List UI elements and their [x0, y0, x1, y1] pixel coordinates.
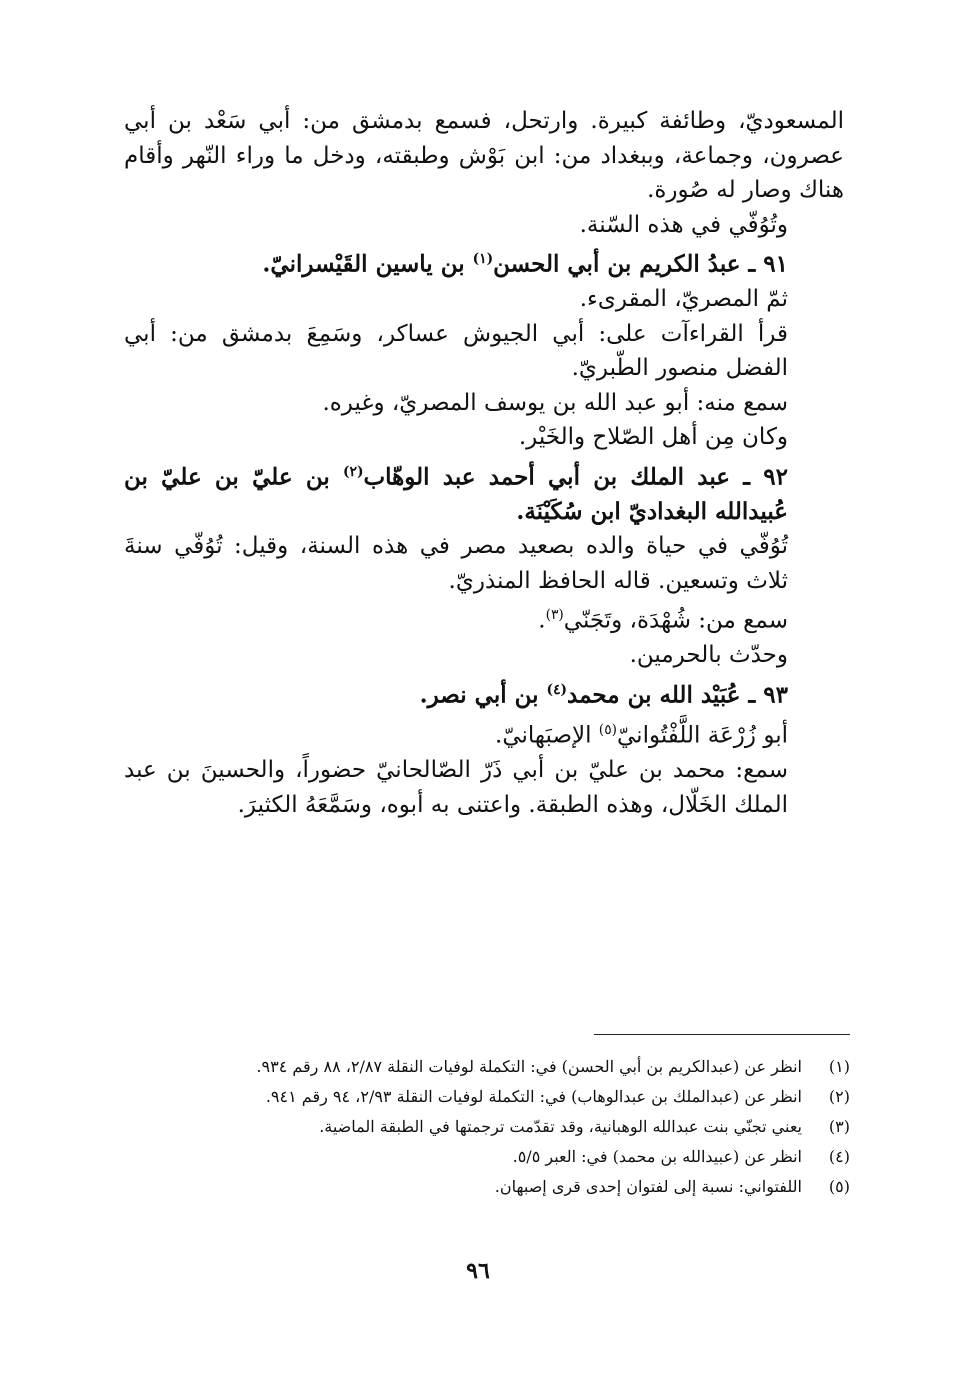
entry-92-line: سمع من: شُهْدَة، وتَجَنّي$^{(٣)}$.	[538, 607, 788, 634]
footnote-ref-1: (١)	[472, 251, 494, 267]
entry-92-line: تُوُفّي في حياة والده بصعيد مصر في هذه السنة، وقيل: تُوُفّي سنةَ ثلاث وتسعين. قاله الحافظ المنذريّ.	[124, 533, 788, 594]
footnote-item	[124, 1112, 850, 1142]
footnote-text: انظر عن (عبدالكريم بن أبي الحسن) في: التكملة لوفيات النقلة ٢/٨٧، ٨٨ رقم ٩٣٤.	[256, 1057, 802, 1076]
footnote-number: (٥)	[828, 1177, 850, 1196]
entry-93-line: سمع: محمد بن عليّ بن أبي ذَرّ الصّالحانيّ حضوراً، والحسينَ بن عبد الملك الخَلّال، وهذه الطبقة. واعتنى به أبوه، وسَمَّعَهُ الكثيرَ.	[124, 757, 788, 818]
footnote-ref-2: (٢)	[342, 463, 364, 480]
footnote-number: (١)	[828, 1057, 850, 1076]
footnote-text: يعني تجنّي بنت عبدالله الوهبانية، وقد تقدّمت ترجمتها في الطبقة الماضية.	[319, 1117, 802, 1136]
entry-91-heading: ٩١ ـ عبدُ الكريم بن أبي الحسن$^{(١)}$ بن ياسين القَيْسرانيّ.	[262, 250, 788, 278]
footnote-ref-3: (٣)	[545, 607, 564, 624]
entry-92-heading: ٩٢ ـ عبد الملك بن أبي أحمد عبد الوهّاب$^{(٢)}$ بن عليّ بن عليّ بن عُبيدالله البغداديّ ابن سُكَيْنَة.	[124, 463, 788, 525]
entry-91-line: سمع منه: أبو عبد الله بن يوسف المصريّ، وغيره.	[322, 389, 788, 416]
footnote-item	[124, 1082, 850, 1112]
footnote-ref-5: (٥)	[598, 722, 617, 739]
entry-93-line: أبو زُرْعَة اللَّفْتُوانيّ$^{(٥)}$ الإصبَهانيّ.	[495, 722, 788, 749]
main-text	[124, 104, 844, 822]
footnote-text: انظر عن (عبيدالله بن محمد) في: العبر ٥/٥.	[512, 1147, 802, 1166]
footnote-item	[124, 1052, 850, 1082]
footnote-text: اللفتواني: نسبة إلى لفتوان إحدى قرى إصبهان.	[494, 1177, 802, 1196]
entry-91-line: ثمّ المصريّ، المقرىء.	[579, 286, 788, 313]
footnote-item	[124, 1172, 850, 1202]
paragraph-continuation: المسعوديّ، وطائفة كبيرة. وارتحل، فسمع بدمشق من: أبي سَعْد بن أبي عصرون، وجماعة، وببغداد من: ابن بَوْش وطبقته، ودخل ما وراء النّهر وأقام هناك وصار له صُورة.	[124, 108, 844, 203]
footnote-text: انظر عن (عبدالملك بن عبدالوهاب) في: التكملة لوفيات النقلة ٢/٩٣، ٩٤ رقم ٩٤١.	[265, 1087, 802, 1106]
page-number: ٩٦	[466, 1258, 490, 1284]
footnote-number: (٣)	[828, 1117, 850, 1136]
death-note: وتُوُفّي في هذه السّنة.	[579, 211, 788, 238]
footnote-number: (٢)	[828, 1087, 850, 1106]
footnotes	[124, 1052, 850, 1202]
entry-93-heading: ٩٣ ـ عُبَيْد الله بن محمد$^{(٤)}$ بن أبي نصر.	[419, 681, 788, 709]
footnote-separator	[594, 1034, 850, 1035]
entry-91-line: وكان مِن أهل الصّلاح والخَيْر.	[518, 424, 788, 451]
entry-91-line: قرأ القراءآت على: أبي الجيوش عساكر، وسَمِعَ بدمشق من: أبي الفضل منصور الطّبريّ.	[124, 320, 788, 382]
footnote-number: (٤)	[828, 1147, 850, 1166]
footnote-ref-4: (٤)	[546, 681, 568, 698]
footnote-item	[124, 1142, 850, 1172]
entry-92-line: وحدّث بالحرمين.	[629, 642, 788, 669]
